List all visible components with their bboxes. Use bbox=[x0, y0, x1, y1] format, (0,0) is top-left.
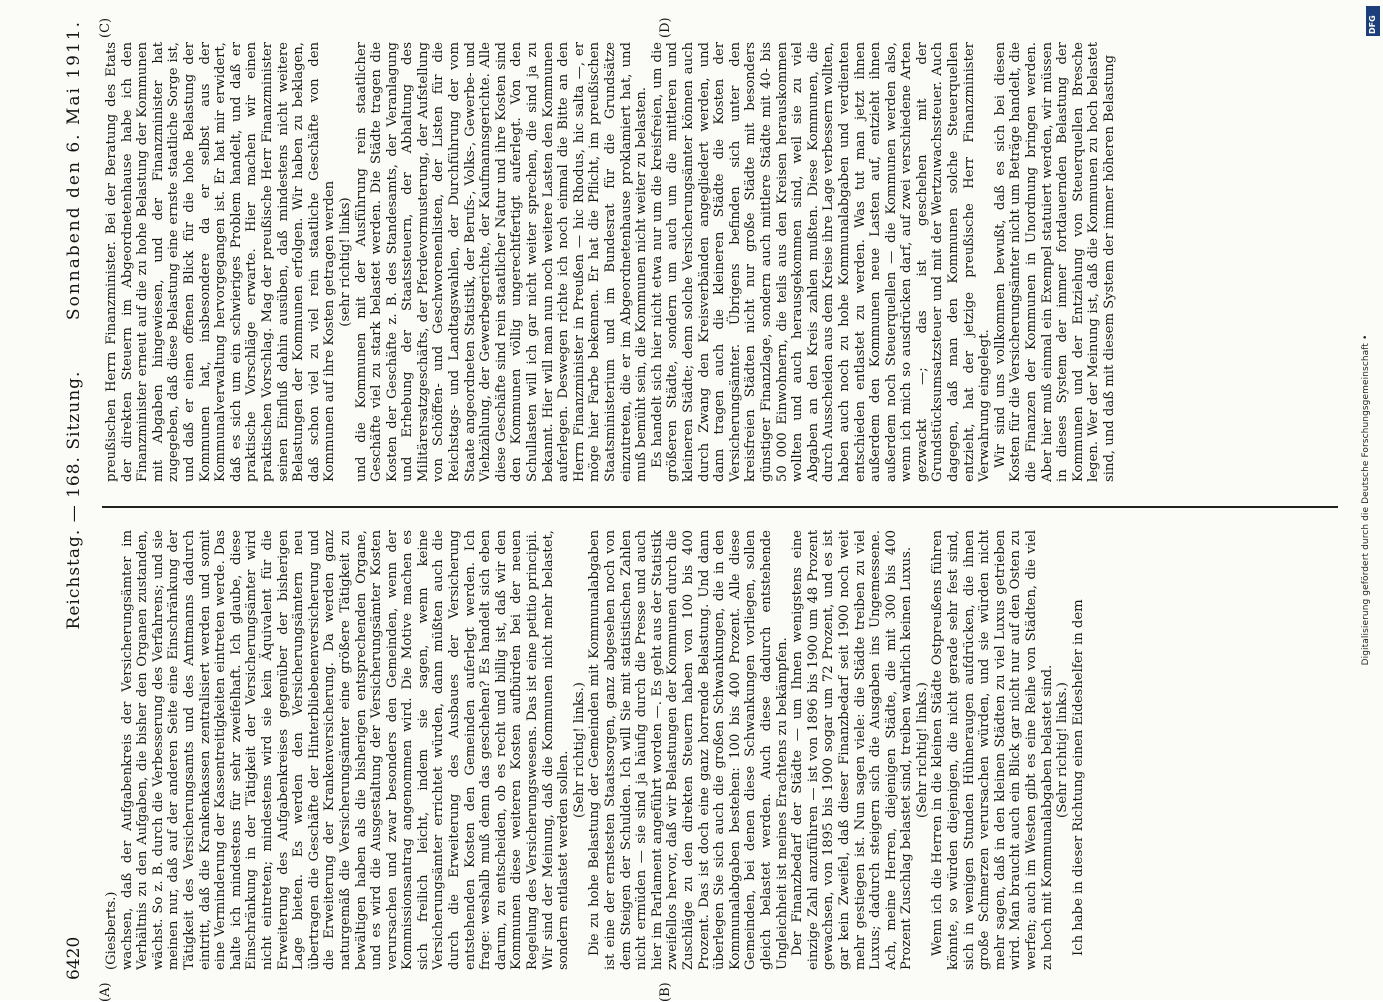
paragraph: Es handelt sich hier nicht etwa nur um die kreisfreien, um die größeren Städte, sondern um auch um die mittleren und kleineren Städte; denn solche Versicherungsämter können auch durch Zwang den Kreisverbänden angegliedert werden, und dann tragen auch die kleineren Städte die Kosten der Versicherungsämter. Übrigens befinden sich unter den kreisfreien Städten nicht nur große Städte mit besonders günstiger Finanzlage, sondern auch mittlere Städte mit 40- bis 50 000 Einwohnern, die teils aus den Kreisen herauskommen wollten und auch herausgekommen sind, weil sie zu viel Abgaben an den Kreis zahlen mußten. Diese Kommunen, die durch Ausscheiden aus dem Kreise ihre Lage verbessern wollten, haben auch noch zu hohe Kommunalabgaben und verdienten entschieden entlastet zu werden. Was tut man jetzt ihnen außerdem den Kommunen neue Lasten auf, entzieht ihnen außerdem noch Steuerquellen — die Kommunen werden also, wenn ich mich so ausdrücken darf, auf zwei verschiedene Arten gezwackt —; das ist geschehen mit der Grundstücksumsatzsteuer und mit der Wertzuwachssteuer. Auch dagegen, daß man den Kommunen solche Steuerquellen entzieht, hat der jetzige preußische Herr Finanzminister Verwahrung eingelegt. bbox=[649, 42, 993, 482]
paragraph: wachsen, daß der Aufgabenkreis der Versicherungsämter im Verhältnis zu den Aufgaben, die bisher den Organen zustanden, wächst. So z. B. durch die Verbesserung des Verfahrens; und sie meinen nur, daß auf der anderen Seite eine Einschränkung der Tätigkeit des Versicherungsamts und des Amtmanns dadurch eintritt, daß die Krankenkassen zentralisiert werden und somit eine Verminderung der Kassentreitigkeiten eintreten werde. Das halte ich mindestens für sehr zweifelhaft. Ich glaube, diese Einschränkung in der Tätigkeit der Versicherungsämter wird nicht eintreten; mindestens wird sie kein Äquivalent für die Erweiterung des Aufgabenkreises gegenüber der bisherigen Lage bieten. Es werden den Versicherungsämtern neu übertragen die Geschäfte der Hinterbliebenenversicherung und die Erweiterung der Krankenversicherung. Da werden ganz naturgemäß die Versicherungsämter eine größere Tätigkeit zu bewältigen haben als die bisherigen entsprechenden Organe, und es wird die Ausgestaltung der Versicherungsämter Kosten verursachen und zwar besonders den Gemeinden, wenn der Kommissionsantrag angenommen wird. Die Motive machen es sich freilich leicht, indem sie sagen, wenn keine Versicherungsämter errichtet würden, dann müßten auch die durch die Erweiterung des Ausbaues der Versicherung entstehenden Kosten den Gemeinden auferlegt werden. Ich frage: weshalb muß denn das geschehen? Es handelt sich eben darum, zu entscheiden, ob es recht und billig ist, daß wir den Kommunen diese weiteren Kosten aufbürden bei der neuen Regelung des Versicherungswesens. Das ist eine petitio principii. Wir sind der Meinung, daß die Kommunen nicht mehr belastet, sondern entlastet werden sollen. bbox=[119, 530, 572, 970]
margin-marker-c: (C) bbox=[98, 17, 113, 38]
session-title: Reichstag. — 168. Sitzung. bbox=[64, 370, 84, 630]
interjection: (Sehr richtig! links.) bbox=[1055, 682, 1071, 818]
dfg-logo bbox=[1366, 6, 1380, 36]
right-column bbox=[104, 42, 1334, 482]
paragraph: Der Finanzbedarf der Städte — um Ihnen wenigstens eine einzige Zahl anzuführen — ist von 1896 bis 1900 um 48 Prozent gewachsen, von 1895 bis 1900 sogar um 72 Prozent, und es ist gar kein Zweifel, daß dieser Finanzbedarf seit 1900 noch weit mehr gestiegen ist. Nun sagen viele: die Städte treiben zu viel Luxus; dadurch steigern sich die Ausgaben ins Ungemessene. Ach, meine Herren, diejenigen Städte, die mit 300 bis 400 Prozent Zuschlag belastet sind, treiben wahrlich keinen Luxus. bbox=[790, 530, 915, 970]
credit-text: Digitalisierung gefördert durch die Deutsche Forschungsgemeinschaft • bbox=[1361, 334, 1371, 666]
interjection: (sehr richtig! links) bbox=[337, 197, 353, 327]
speaker-continuation: (Giesberts.) bbox=[104, 891, 119, 970]
paragraph: Wir sind uns vollkommen bewußt, daß es sich bei diesen Kosten für die Versicherungsämter nicht um Beträge handelt, die die Finanzen der Kommunen in Unordnung bringen werden. Aber hier muß einmal ein Exempel statuiert werden, wir müssen in dieses System der immer fortdauernden Belastung der Kommunen und der Entziehung von Steuerquellen Bresche legen. Wer der Meinung ist, daß die Kommunen zu hoch belastet sind, und daß mit diesem System der immer höheren Belastung bbox=[992, 42, 1117, 482]
paragraph: und die Kommunen mit der Ausführung rein staatlicher Geschäfte viel zu stark belastet werden. Die Städte tragen die Kosten der Geschäfte z. B. des Standesamts, der Veranlagung und Erhebung der Staatssteuern, der Abhaltung des Militärersatzgeschäfts, der Pferdevormusterung, der Aufstellung von Schöffen- und Geschworenenlisten, der Listen für die Reichstags- und Landtagswahlen, der Durchführung der vom Staate angeordneten Statistik, der Berufs-, Volks-, Gewerbe- und Viehzählung, der Gewerbegerichte, der Kaufmannsgerichte. Alle diese Geschäfte sind rein staatlicher Natur und ihre Kosten sind den Kommunen völlig ungerechtfertigt auferlegt. Von den Schullasten will ich gar nicht weiter sprechen, die sind ja zu bekannt. Hier will man nun noch weitere Lasten den Kommunen auferlegen. Deswegen richte ich noch einmal die Bitte an den Herrn Finanzminister in Preußen — hic Rhodus, hic salta —, er möge hier Farbe bekennen. Er hat die Pflicht, im preußischen Staatsministerium und im Bundesrat für die Grundsätze einzutreten, die er im Abgeordnetenhause proklamiert hat, und muß bemüht sein, die Kommunen nicht weiter zu belasten. bbox=[353, 42, 650, 482]
column-divider bbox=[102, 506, 1338, 508]
margin-marker-d: (D) bbox=[658, 17, 673, 38]
dfg-logo-text: DFG bbox=[1368, 15, 1377, 34]
margin-marker-b: (B) bbox=[658, 982, 673, 1002]
left-column bbox=[104, 530, 1334, 970]
paragraph: preußischen Herrn Finanzminister. Bei der Beratung des Etats der direkten Steuern im Abgeordnetenhause habe ich den Finanzminister erneut auf die zu hohe Belastung der Kommunen mit Abgaben hingewiesen, und der Finanzminister hat zugegeben, daß diese Belastung eine ernste staatliche Sorge ist, und daß er einen offenen Blick für die hohe Belastung der Kommunen hat, insbesondere da er selbst aus der Kommunalverwaltung hervorgegangen ist. Er hat mir erwidert, daß es sich um ein schwieriges Problem handelt, und daß er praktische Vorschläge erwarte. Hier machen wir einen praktischen Vorschlag. Mag der preußische Herr Finanzminister seinen Einfluß dahin ausüben, daß mindestens nicht weitere Belastungen der Kommunen erfolgen. Wir haben zu beklagen, daß schon viel zu viel rein staatliche Geschäfte von den Kommunen auf ihre Kosten getragen werden bbox=[104, 42, 338, 482]
page-number: 6420 bbox=[64, 936, 84, 980]
paragraph: Ich habe in dieser Richtung einen Eideshelfer in dem bbox=[1070, 599, 1086, 956]
interjection: (Sehr richtig! links.) bbox=[571, 682, 587, 818]
paragraph: Die zu hohe Belastung der Gemeinden mit Kommunalabgaben ist eine der ernstesten Staatssorgen, ganz abgesehen noch von dem Steigen der Schulden. Ich will Sie mit statistischen Zahlen nicht ermüden — sie sind ja häufig durch die Presse und auch hier im Parlament angeführt worden —. Es geht aus der Statistik zweifellos hervor, daß wir Belastungen der Kommunen durch die Zuschläge zu den direkten Steuern haben von 100 bis 400 Prozent. Das ist doch eine ganz horrende Belastung. Und dann überlegen Sie sich auch die großen Schwankungen, die in den Kommunalabgaben bestehen: 100 bis 400 Prozent. Alle diese Gemeinden, bei denen diese Schwankungen vorliegen, sollen gleich belastet werden. Auch diese dadurch entstehende Ungleichheit ist meines Erachtens zu bekämpfen. bbox=[587, 530, 790, 970]
paragraph: Wenn ich die Herren in die kleinen Städte Ostpreußens führen könnte, so würden diejenigen, die nicht gerade sehr fest sind, sich in wenigen Stunden Hühneraugen aufdrücken, die ihnen große Schmerzen verursachen würden, und sie würden nicht mehr sagen, daß in den kleinen Städten zu viel Luxus getrieben wird. Man braucht auch ein Blick gar nicht nur auf den Osten zu werfen; auch im Westen gibt es eine Reihe von Städten, die viel zu hoch mit Kommunalabgaben belastet sind. bbox=[930, 530, 1055, 970]
digitization-credit bbox=[1361, 0, 1379, 1000]
printed-page bbox=[58, 17, 1348, 1002]
session-date: Sonnabend den 6. Mai 1911. bbox=[64, 20, 84, 321]
interjection: (Sehr richtig! links.) bbox=[914, 682, 930, 818]
margin-marker-a: (A) bbox=[98, 982, 113, 1002]
running-header bbox=[58, 20, 98, 980]
